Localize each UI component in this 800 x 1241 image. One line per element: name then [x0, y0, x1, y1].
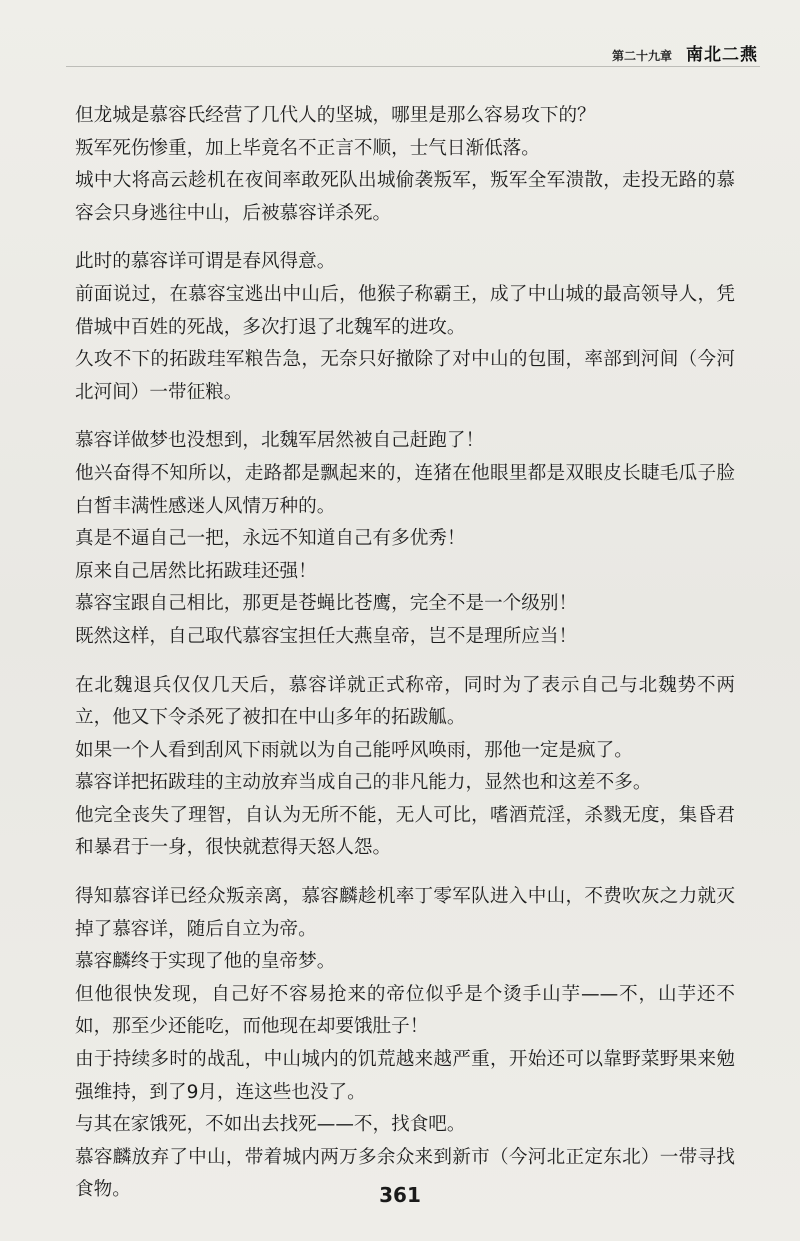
paragraph: 慕容详把拓跋珪的主动放弃当成自己的非凡能力，显然也和这差不多。 [75, 772, 652, 794]
paragraph: 慕容详做梦也没想到，北魏军居然被自己赶跑了！ [75, 430, 485, 452]
paragraph: 慕容麟放弃了中山，带着城内两万多余众来到新市（今河北正定东北）一带寻找食物。 [75, 1146, 735, 1201]
paragraph: 慕容麟终于实现了他的皇帝梦。 [75, 951, 336, 973]
paragraph: 久攻不下的拓跋珪军粮告急，无奈只好撤除了对中山的包围，率部到河间（今河北河间）一带征粮。 [75, 349, 735, 403]
paragraph: 但他很快发现，自己好不容易抢来的帝位似乎是个烫手山芋——不，山芋还不如，那至少还能吃，而他现在却要饿肚子！ [75, 983, 735, 1038]
running-head [612, 40, 758, 65]
paragraph: 如果一个人看到刮风下雨就以为自己能呼风唤雨，那他一定是疯了。 [75, 739, 633, 761]
paragraph: 在北魏退兵仅仅几天后，慕容详就正式称帝，同时为了表示自己与北魏势不两立，他又下令杀死了被扣在中山多年的拓跋觚。 [75, 674, 735, 729]
paragraph: 此时的慕容详可谓是春风得意。 [75, 251, 336, 273]
paragraph: 得知慕容详已经众叛亲离，慕容麟趁机率丁零军队进入中山，不费吹灰之力就灭掉了慕容详，随后自立为帝。 [75, 886, 735, 940]
paragraph: 前面说过，在慕容宝逃出中山后，他猴子称霸王，成了中山城的最高领导人，凭借城中百姓的死战，多次打退了北魏军的进攻。 [75, 283, 735, 338]
paragraph: 慕容宝跟自己相比，那更是苍蝇比苍鹰，完全不是一个级别！ [75, 593, 578, 615]
paragraph-gap [75, 865, 735, 881]
paragraph-gap [75, 654, 735, 670]
paragraph-gap [75, 409, 735, 425]
page-number: 361 [379, 1183, 421, 1207]
paragraph: 叛军死伤惨重，加上毕竟名不正言不顺，士气日渐低落。 [75, 137, 540, 159]
body-text [75, 100, 735, 1207]
paragraph: 由于持续多时的战乱，中山城内的饥荒越来越严重，开始还可以靠野菜野果来勉强维持，到了9月，连这些也没了。 [75, 1049, 735, 1103]
paragraph: 既然这样，自己取代慕容宝担任大燕皇帝，岂不是理所应当！ [75, 625, 578, 647]
chapter-title: 南北二燕 [686, 45, 758, 65]
paragraph: 真是不逼自己一把，永远不知道自己有多优秀！ [75, 528, 466, 550]
paragraph: 但龙城是慕容氏经营了几代人的坚城，哪里是那么容易攻下的？ [75, 105, 596, 126]
paragraph: 与其在家饿死，不如出去找死——不，找食吧。 [75, 1114, 466, 1136]
header-rule [66, 66, 760, 67]
paragraph: 他兴奋得不知所以，走路都是飘起来的，连猪在他眼里都是双眼皮长睫毛瓜子脸白皙丰满性感迷人风情万种的。 [75, 462, 735, 517]
chapter-number: 第二十九章 [611, 49, 672, 63]
paragraph: 原来自己居然比拓跋珪还强！ [75, 560, 317, 582]
paragraph-gap [75, 230, 735, 246]
paragraph: 他完全丧失了理智，自认为无所不能，无人可比，嗜酒荒淫，杀戮无度，集昏君和暴君于一身，很快就惹得天怒人怨。 [75, 804, 735, 859]
paragraph: 城中大将高云趁机在夜间率敢死队出城偷袭叛军，叛军全军溃散，走投无路的慕容会只身逃往中山，后被慕容详杀死。 [75, 170, 735, 224]
